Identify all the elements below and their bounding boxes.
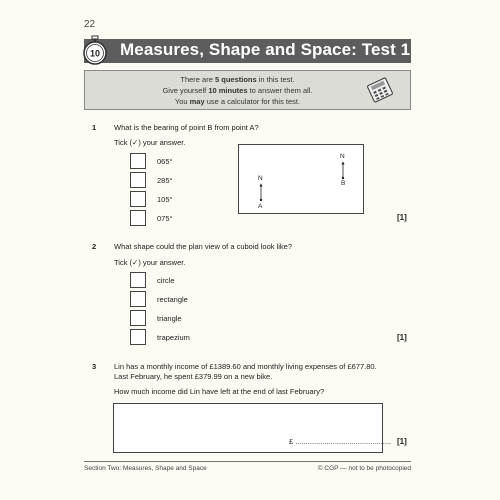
question-3-text-line-2: Last February, he spent £379.99 on a new bike. (114, 372, 273, 381)
question-3-number: 3 (92, 362, 97, 371)
point-a-dot (260, 199, 262, 201)
q1-option-label-2: 285° (157, 176, 173, 185)
test-instructions-box (84, 70, 411, 110)
instruction-line-3: You may use a calculator for this test. (174, 97, 301, 106)
q2-option-label-4: trapezium (157, 333, 190, 342)
test-title-bar (84, 39, 411, 63)
question-2-marks: [1] (397, 333, 407, 342)
footer-section-title: Section Two: Measures, Shape and Space (84, 465, 207, 472)
question-1-text: What is the bearing of point B from point A? (114, 123, 259, 132)
question-1-instruction: Tick (✓) your answer. (114, 138, 186, 147)
page-number: 22 (84, 19, 96, 30)
question-1-number: 1 (92, 123, 97, 132)
question-2-text: What shape could the plan view of a cuboid look like? (114, 242, 293, 251)
footer-copyright: © CGP — not to be photocopied (317, 465, 411, 472)
q2-option-label-3: triangle (157, 314, 182, 323)
bearing-diagram (238, 144, 364, 214)
test-title: Measures, Shape and Space: Test 1 (120, 40, 411, 59)
q1-option-label-3: 105° (157, 195, 173, 204)
instruction-line-1: There are 5 questions in this test. (180, 75, 295, 84)
question-3-text-line-1: Lin has a monthly income of £1389.60 and monthly living expenses of £677.80. (114, 362, 377, 371)
q1-option-label-4: 075° (157, 214, 173, 223)
point-a-label: A (258, 203, 263, 210)
q1-option-box-1[interactable] (130, 153, 146, 169)
q2-option-label-1: circle (157, 276, 175, 285)
q3-answer-line[interactable]: £ .............................................. (289, 437, 392, 446)
question-1-marks: [1] (397, 213, 407, 222)
q1-option-label-1: 065° (157, 157, 173, 166)
stopwatch-icon (82, 35, 108, 65)
calculator-icon (366, 77, 394, 103)
q2-option-box-4[interactable] (130, 329, 146, 345)
q3-working-box[interactable] (113, 403, 392, 453)
question-2-instruction: Tick (✓) your answer. (114, 258, 186, 267)
footer-divider (84, 461, 411, 462)
question-2-number: 2 (92, 242, 97, 251)
point-b-dot (342, 177, 344, 179)
q2-option-box-3[interactable] (130, 310, 146, 326)
timer-minutes: 10 (89, 48, 101, 59)
instruction-line-2: Give yourself 10 minutes to answer them all. (162, 86, 313, 95)
q1-option-box-2[interactable] (130, 172, 146, 188)
q2-option-box-2[interactable] (130, 291, 146, 307)
question-3-marks: [1] (397, 437, 407, 446)
point-b-label: B (341, 180, 346, 187)
q1-option-box-4[interactable] (130, 210, 146, 226)
question-3-question: How much income did Lin have left at the end of last February? (114, 387, 325, 396)
q1-option-box-3[interactable] (130, 191, 146, 207)
q2-option-label-2: rectangle (157, 295, 188, 304)
north-label-a: N (258, 175, 263, 182)
north-label-b: N (340, 153, 345, 160)
q2-option-box-1[interactable] (130, 272, 146, 288)
